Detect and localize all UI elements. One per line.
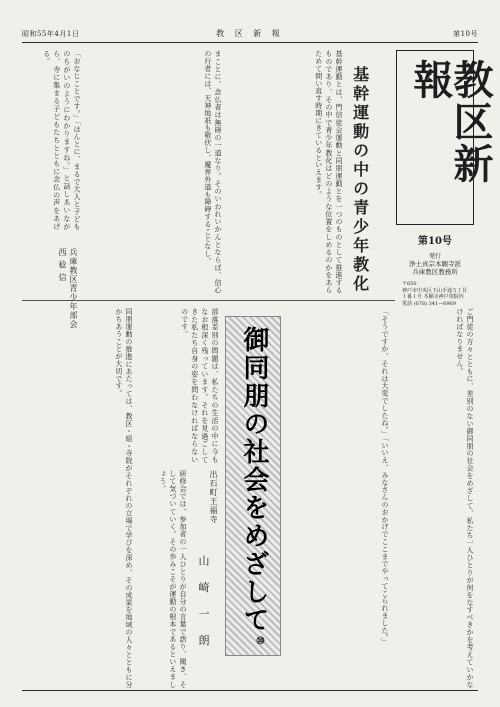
youth-byline-name: 西 稔 信 xyxy=(58,248,67,283)
lower-article-body: 「そうですか、それは大変でしたね。」「いいえ、みなさんのおかげでここまでやってこられました。」 xyxy=(381,308,389,646)
youth-byline-role: 兵庫教区青少年部会 xyxy=(69,248,78,329)
series-byline-name: 山 崎 一 朗 xyxy=(197,555,210,652)
youth-article-headline: 基幹運動の中の青少年教化 xyxy=(350,66,370,294)
page-number: 第10号 xyxy=(453,30,478,38)
series-byline-temple: 出石町王福寺 xyxy=(209,470,218,524)
paper-name: 教 区 新 報 xyxy=(216,29,284,38)
lower-article-body: ご門徒の方々とともに、差別のない御同朋の社会をめざして、私たち一人ひとりが何をなすべきかを考えていかなければなりません。 xyxy=(455,308,474,688)
series-number: ⑩ xyxy=(256,636,265,647)
issue-number: 第10号 xyxy=(418,236,452,247)
address-line: 神戸市中央区下山手通５丁目 xyxy=(402,287,468,294)
page-header xyxy=(22,26,478,40)
address-line: 電話 (078) 341—6969 xyxy=(402,301,456,308)
address-block xyxy=(400,281,470,308)
youth-article-body: 「おなじことです。」「ほんとに、まるで大人と子どものちがいのようにわかりますね。」と話しあいながら、寺に集まる子どもたちとともに念仏の声をあげる。 xyxy=(42,50,81,230)
youth-article-body: まことに、念仏者は無碍の一道なり。そのいわれいかんとならば、信心の行者には、天神地祇も敬伏し、魔界外道も障碍することなし。 xyxy=(203,50,222,294)
series-article-body: 研修会では、参加者の一人ひとりが自分の言葉で語り、聞き、そして気づいていく。その歩みこそが運動の根本であるといえましょう。 xyxy=(158,470,187,688)
publisher-label: 発行 xyxy=(428,253,441,260)
masthead-box xyxy=(396,50,494,225)
footer-rule xyxy=(22,690,478,691)
address-line: 〒650 xyxy=(402,280,417,287)
series-article-body: 部落差別の問題は、私たちの生活の中に今もなお根深く残っています。それを見過ごしてきた私たち自身の姿を問わなければならないのです。 xyxy=(180,308,219,463)
publisher-line: 浄土真宗本願寺派 xyxy=(409,260,461,268)
masthead-info xyxy=(400,230,470,308)
masthead-title: 教区新報 xyxy=(407,59,494,185)
series-title: 御同朋の社会をめざして xyxy=(239,326,269,634)
header-rule xyxy=(22,42,478,43)
publisher-line: 兵庫教区教務所 xyxy=(412,268,458,277)
series-article-body: 同朋運動の推進にあたっては、教区・組・寺院がそれぞれの立場で学びを深め、その成果を地域の人々とともに分かちあうことが大切です。 xyxy=(114,308,133,688)
youth-article-body: 基幹運動とは、門信徒会運動と同朋運動とを一つのものとして推進するものであり、その中で青少年教化はどのような位置をしめるのかをあらためて問い直す時期にきているといえます。 xyxy=(314,50,343,294)
issue-date: 昭和55年4月1日 xyxy=(22,30,80,38)
address-line: １番１号 本願寺神戸別院内 xyxy=(402,294,464,301)
